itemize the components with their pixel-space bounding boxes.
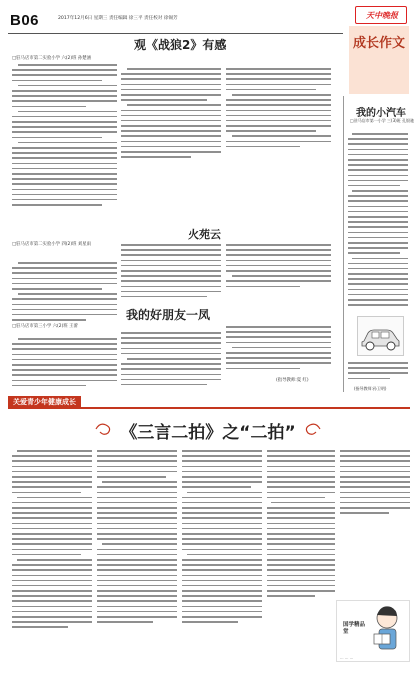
section-banner — [349, 26, 409, 94]
page-number: B06 — [10, 12, 40, 29]
article-title-car: 我的小汽车 — [356, 108, 406, 119]
header-rule — [8, 33, 343, 34]
article-body-wolf-col2 — [121, 68, 221, 168]
article-body-fire-col2 — [121, 244, 221, 304]
bottom-banner-rule — [8, 407, 410, 409]
bottom-body-col5 — [340, 450, 410, 530]
article-body-wolf-col3 — [226, 68, 331, 178]
article-title-fire: 火苑云 — [188, 228, 221, 241]
newspaper-logo — [355, 6, 407, 24]
bottom-body-col4 — [267, 450, 335, 640]
article-byline-friend: □驻马店市第三小学 六(2)班 王蕾 — [12, 324, 78, 329]
header-meta: 2017年12月6日 星期三 责任编辑 徐三平 责任校对 徐锡芳 — [58, 16, 178, 21]
column-divider — [343, 96, 344, 392]
bottom-body-col2 — [97, 450, 177, 640]
article-credit-friend: (指导教师:夏 红) — [276, 378, 309, 383]
article-body-friend-col3 — [226, 326, 331, 374]
ornament-left-icon — [94, 420, 114, 438]
article-body-friend-col2 — [121, 332, 221, 390]
footer-watermark: ··· ··· ··· — [340, 656, 354, 661]
logo-text: 天中晚报 — [366, 11, 398, 20]
article-body-fire-col3 — [226, 244, 331, 296]
bottom-banner — [8, 396, 410, 408]
car-icon — [358, 317, 403, 355]
article-byline-car: □驻马店市第一小学 三(3)班 孔银驰 — [350, 118, 414, 123]
article-body-friend-col1 — [12, 338, 117, 390]
section-title: 成长作文 — [352, 36, 405, 51]
article-body-car-col1 — [348, 133, 408, 311]
bottom-body-col3 — [182, 450, 262, 640]
ornament-right-icon — [302, 420, 322, 438]
article-title-wolf: 观《战狼2》有感 — [134, 38, 227, 52]
article-byline-fire: □驻马店市第二实验小学 四(2)班 刘星雨 — [12, 242, 92, 247]
corner-column-label: 国学精品堂 — [343, 622, 366, 635]
article-body-fire-col1 — [12, 262, 117, 322]
article-credit-car: (指导教师:孙卫明) — [354, 386, 387, 391]
article-byline-wolf: □驻马店市第二实验小学 六(2)班 孙楚涵 — [12, 56, 92, 61]
article-body-wolf-col1 — [12, 64, 117, 214]
bottom-body-col1 — [12, 450, 92, 640]
car-illustration — [357, 316, 404, 356]
article-title-friend: 我的好朋友一凤 — [126, 308, 211, 322]
bottom-banner-label: 关爱青少年健康成长 — [8, 396, 81, 408]
bottom-article-title: 《三言二拍》之“二拍” — [120, 423, 296, 443]
article-body-car-col2 — [348, 362, 408, 384]
